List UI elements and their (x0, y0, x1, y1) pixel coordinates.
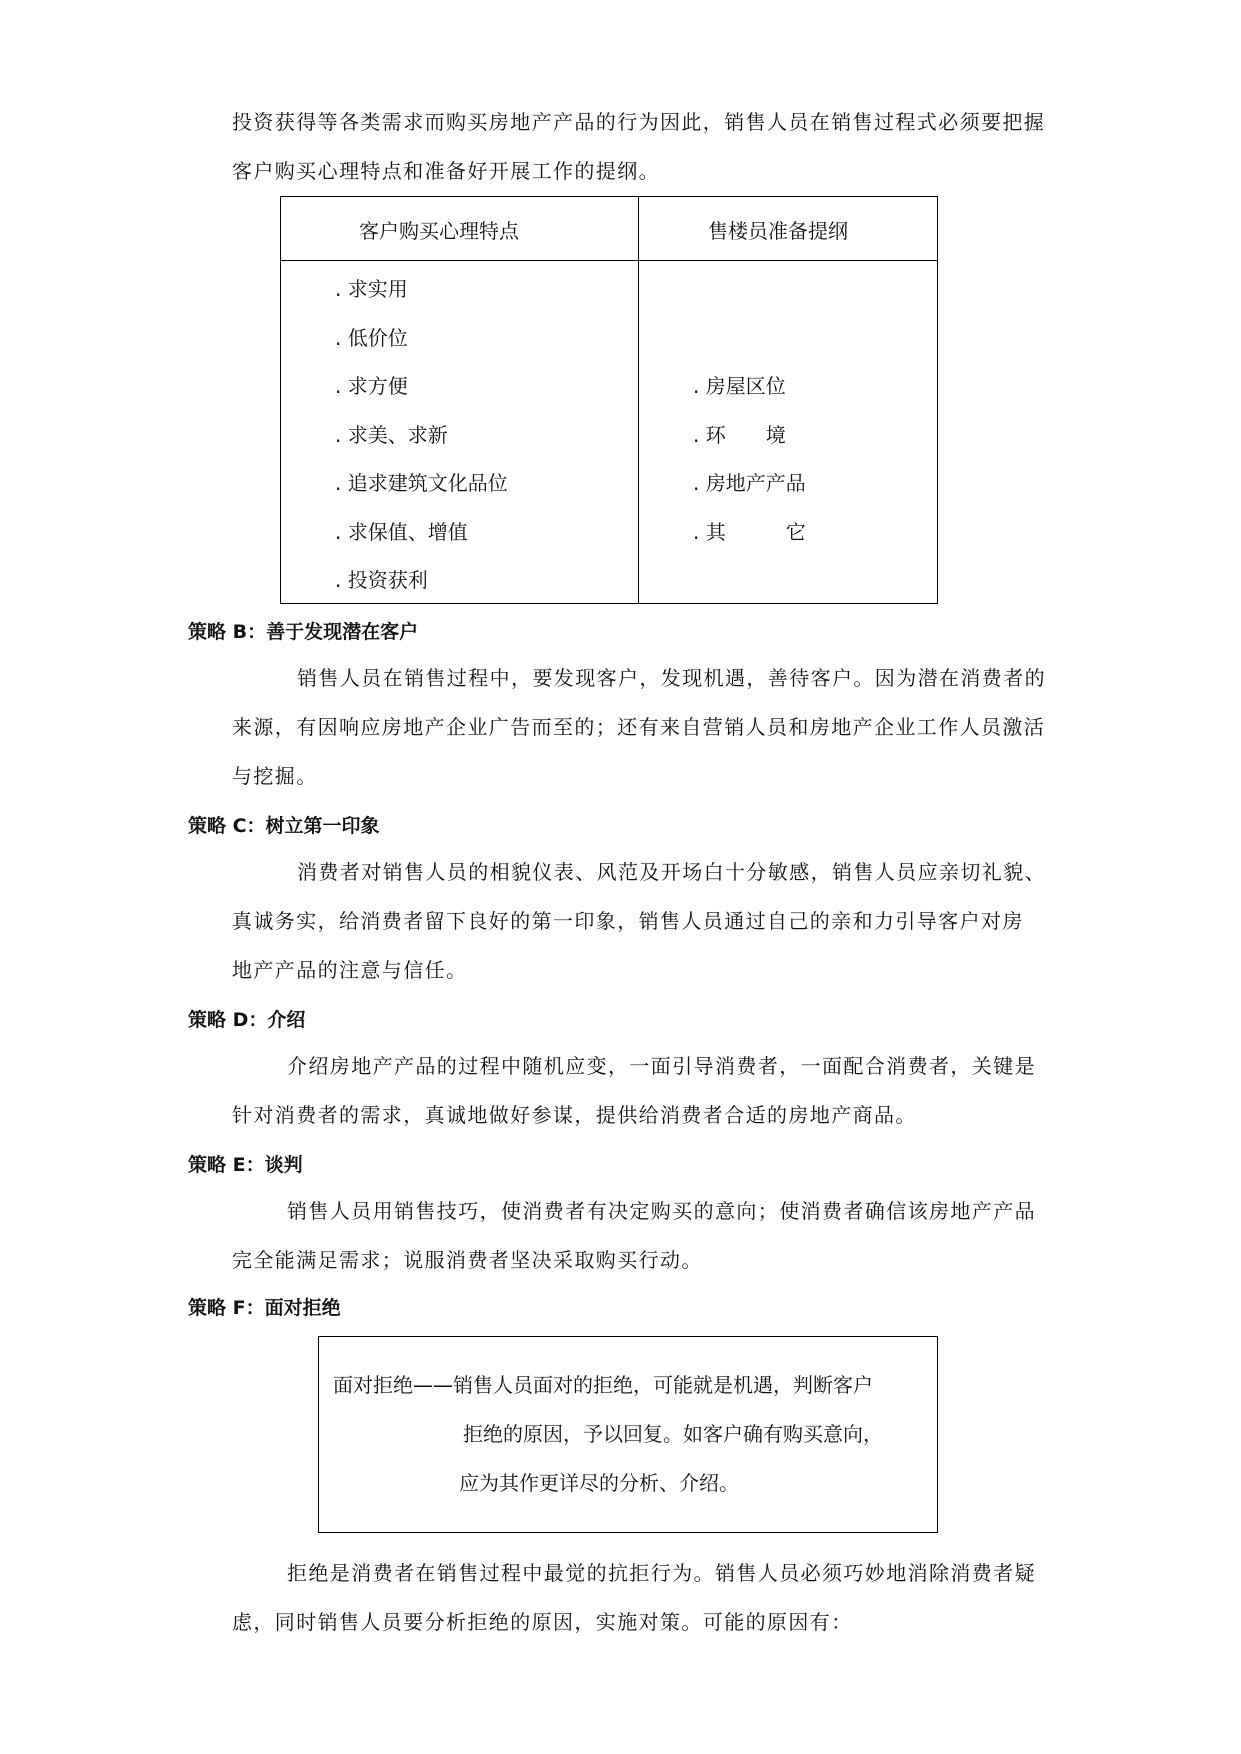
left-item: . 低价位 (335, 326, 408, 350)
strategy-e-paragraph (232, 1187, 1036, 1285)
paragraph-line: 拒绝是消费者在销售过程中最觉的抗拒行为。销售人员必须巧妙地消除消费者疑 (287, 1561, 1036, 1585)
paragraph-line: 消费者对销售人员的相貌仪表、风范及开场白十分敏感，销售人员应亲切礼貌、 (297, 860, 1046, 884)
strategy-f-paragraph (232, 1549, 1036, 1647)
paragraph-line: 介绍房地产产品的过程中随机应变，一面引导消费者，一面配合消费者，关键是 (287, 1054, 1036, 1078)
strategy-c-paragraph (232, 848, 1046, 995)
callout-line: 应为其作更详尽的分析、介绍。 (459, 1471, 739, 1495)
strategy-d-paragraph (232, 1042, 1036, 1140)
paragraph-line: 真诚务实，给消费者留下良好的第一印象，销售人员通过自己的亲和力引导客户对房 (232, 909, 1024, 933)
strategy-d-heading: 策略 D：介绍 (188, 1009, 306, 1031)
table-header-divider (281, 260, 937, 261)
right-item: . 房屋区位 (693, 374, 786, 398)
left-item: . 求保值、增值 (335, 520, 468, 544)
table-column-divider (638, 197, 639, 603)
table-header-right: 售楼员准备提纲 (708, 219, 848, 243)
paragraph-line: 销售人员在销售过程中，要发现客户，发现机遇，善待客户。因为潜在消费者的 (297, 666, 1046, 690)
callout-line: 拒绝的原因，予以回复。如客户确有购买意向， (463, 1422, 883, 1446)
callout-line: 面对拒绝——销售人员面对的拒绝，可能就是机遇，判断客户 (333, 1373, 873, 1397)
rejection-callout-box (318, 1336, 938, 1533)
strategy-c-heading: 策略 C：树立第一印象 (188, 815, 380, 837)
left-item: . 投资获利 (335, 568, 428, 592)
paragraph-line: 来源，有因响应房地产企业广告而至的；还有来自营销人员和房地产企业工作人员激活 (232, 715, 1046, 739)
paragraph-line: 销售人员用销售技巧，使消费者有决定购买的意向；使消费者确信该房地产产品 (287, 1199, 1036, 1223)
right-item: . 其 它 (693, 520, 806, 544)
intro-line-2: 客户购买心理特点和准备好开展工作的提纲。 (232, 159, 660, 183)
strategy-b-heading: 策略 B：善于发现潜在客户 (188, 621, 419, 643)
strategy-b-paragraph (232, 654, 1046, 801)
psychology-outline-table (280, 196, 938, 604)
table-header-left: 客户购买心理特点 (359, 219, 519, 243)
strategy-e-heading: 策略 E：谈判 (188, 1154, 303, 1176)
right-item: . 房地产产品 (693, 471, 806, 495)
paragraph-line: 完全能满足需求；说服消费者坚决采取购买行动。 (232, 1248, 703, 1272)
left-item: . 求方便 (335, 374, 408, 398)
paragraph-line: 虑，同时销售人员要分析拒绝的原因，实施对策。可能的原因有： (232, 1610, 853, 1634)
intro-paragraph (232, 98, 1045, 196)
left-item: . 求实用 (335, 277, 408, 301)
paragraph-line: 与挖掘。 (232, 764, 318, 788)
paragraph-line: 针对消费者的需求，真诚地做好参谋，提供给消费者合适的房地产商品。 (232, 1103, 917, 1127)
paragraph-line: 地产产品的注意与信任。 (232, 958, 468, 982)
intro-line-1: 投资获得等各类需求而购买房地产产品的行为因此，销售人员在销售过程式必须要把握 (232, 110, 1046, 134)
right-item: . 环 境 (693, 423, 786, 447)
left-item: . 求美、求新 (335, 423, 448, 447)
left-item: . 追求建筑文化品位 (335, 471, 508, 495)
strategy-f-heading: 策略 F：面对拒绝 (188, 1297, 341, 1319)
